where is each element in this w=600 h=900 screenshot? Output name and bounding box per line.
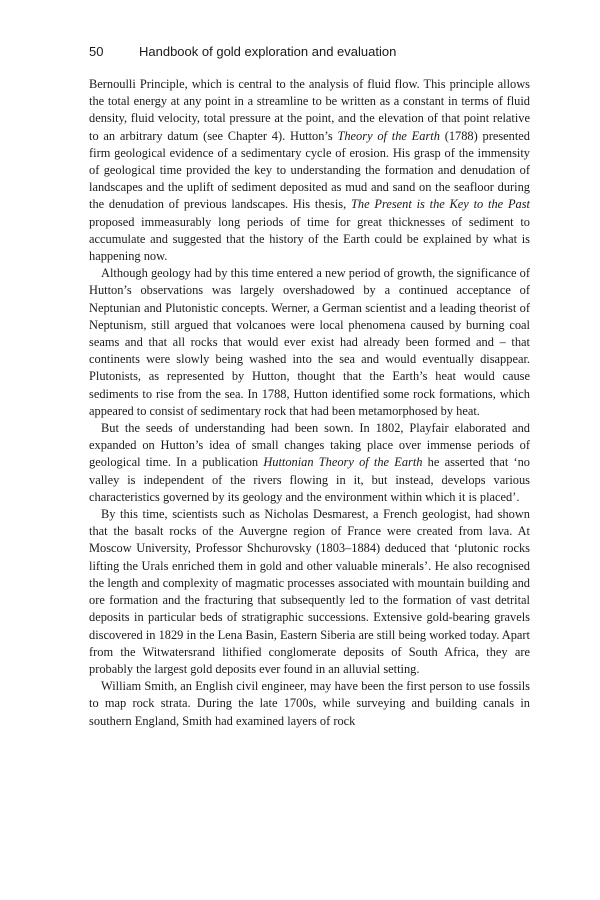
running-head bbox=[89, 43, 530, 61]
text-run: proposed immeasurably long periods of time for great thicknesses of sediment to accumulate and suggested that the history of the Earth could be explained by what is happening now. bbox=[89, 214, 530, 264]
text-run: By this time, scientists such as Nicholas Desmarest, a French geologist, had shown that the basalt rocks of the Auvergne region of France were created from lava. At Moscow University, Professor Shchurovsky (1803–1884) deduced that ‘plutonic rocks lifting the Urals enriched them in gold and other valuable minerals’. He also recognised the length and complexity of magmatic processes associated with mountain building and ore formation and the fracturing that subsequently led to the formation of vast detrital deposits in particular beds of stratigraphic successions. Extensive gold-bearing gravels discovered in 1829 in the Lena Basin, Eastern Siberia are still being worked today. Apart from the Witwatersrand lithified conglomerate deposits of South Africa, they are probably the largest gold deposits ever found in an alluvial setting. bbox=[89, 507, 530, 676]
text-run: he asserted that ‘no valley is independent of the rivers flowing in it, but instead, develops various characteristics governed by its geology and the environment within which it is placed’. bbox=[89, 455, 530, 504]
text-run: But the seeds of understanding had been sown. In 1802, Playfair elaborated and expanded on Hutton’s idea of small changes taking place over immense periods of geological time. In a publication bbox=[89, 421, 530, 470]
paragraph bbox=[89, 678, 530, 730]
book-title: Handbook of gold exploration and evaluation bbox=[139, 44, 397, 59]
text-run: (1788) presented firm geological evidence of a sedimentary cycle of erosion. His grasp of the immensity of geological time provided the key to understanding the formation and denudation of landscapes and the uplift of sediment deposited as mud and sand on the seafloor during the denudation of previous landscapes. His thesis, bbox=[89, 128, 530, 212]
text-run: Although geology had by this time entered a new period of growth, the significance of Hutton’s observations was largely overshadowed by a continued acceptance of Neptunian and Plutonistic concepts. Werner, a German scientist and a leading theorist of Neptunism, still argued that volcanoes were local phenomena caused by burning coal seams and that all rocks that would ever exist had already been formed and – that continents were slowly being washed into the sea and would eventually disappear. Plutonists, as represented by Hutton, thought that the Earth’s heat would cause sediments to rise from the sea. In 1788, Hutton identified some rock formations, which appeared to consist of sedimentary rock that had been metamorphosed by heat. bbox=[89, 266, 530, 418]
body-text bbox=[89, 76, 530, 730]
publication-title-italic: Huttonian Theory of the Earth bbox=[263, 455, 423, 470]
paragraph bbox=[89, 76, 530, 265]
text-run: Bernoulli Principle, which is central to the analysis of fluid flow. This principle allows the total energy at any point in a streamline to be written as a constant in terms of fluid density, fluid velocity, total pressure at the point, and the elevation of that point relative to an arbitrary datum (see Chapter 4). Hutton’s bbox=[89, 77, 530, 143]
paragraph bbox=[89, 265, 530, 420]
paragraph bbox=[89, 506, 530, 678]
book-title-italic: Theory of the Earth bbox=[337, 128, 440, 143]
thesis-title-italic: The Present is the Key to the Past bbox=[351, 197, 530, 212]
page-number: 50 bbox=[89, 44, 104, 59]
text-run: William Smith, an English civil engineer, may have been the first person to use fossils to map rock strata. During the late 1700s, while surveying and building canals in southern England, Smith had examined layers of rock bbox=[89, 679, 530, 728]
paragraph bbox=[89, 420, 530, 506]
